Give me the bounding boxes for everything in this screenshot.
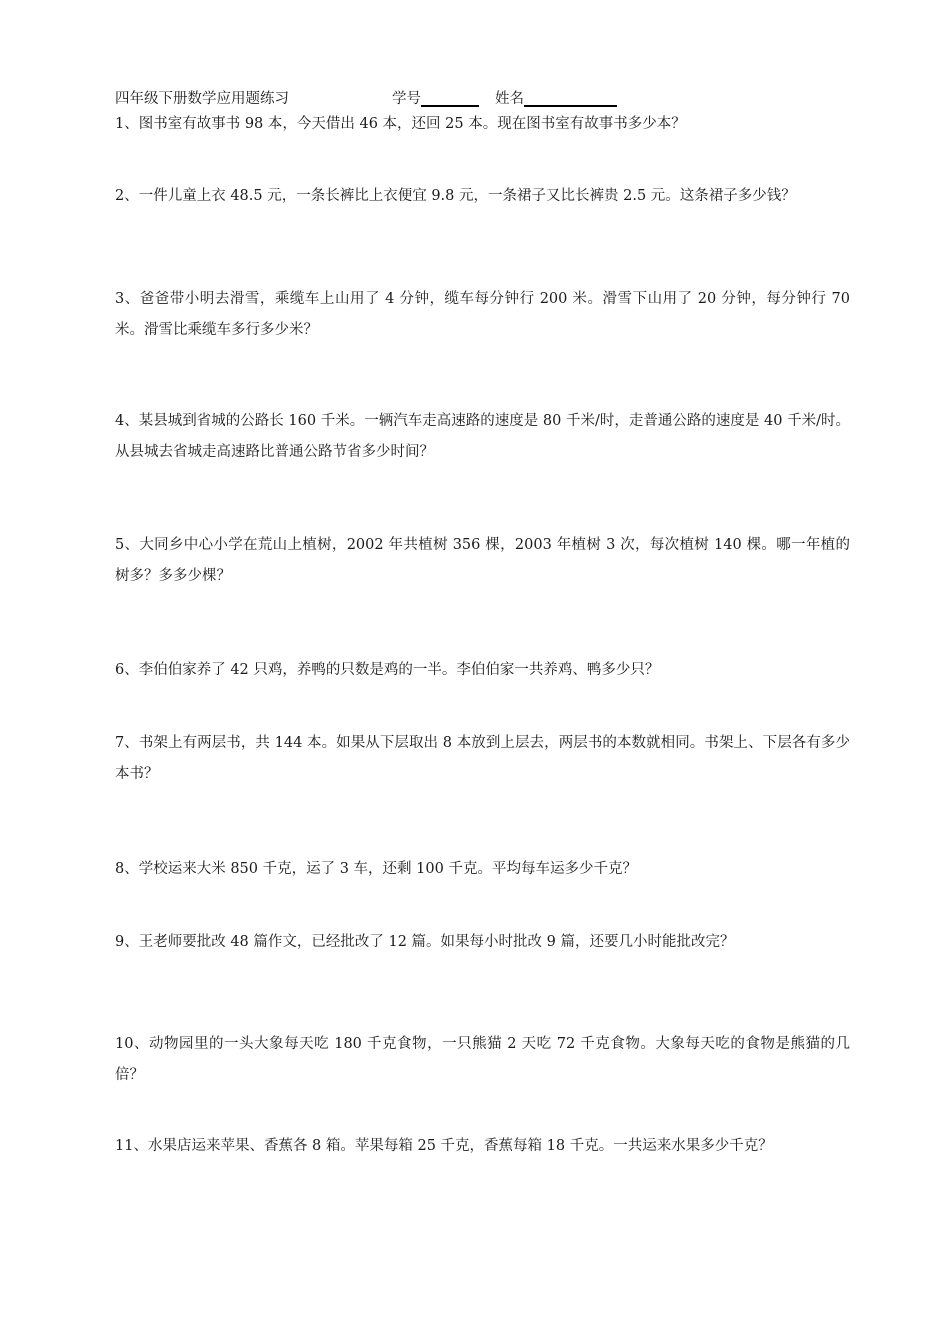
question-6: 6、李伯伯家养了 42 只鸡，养鸭的只数是鸡的一半。李伯伯家一共养鸡、鸭多少只？ bbox=[115, 662, 660, 678]
question-7: 7、书架上有两层书，共 144 本。如果从下层取出 8 本放到上层去，两层书的本数就相同。书架上、下层各有多少本书？ bbox=[115, 735, 850, 782]
question-3: 3、爸爸带小明去滑雪，乘缆车上山用了 4 分钟，缆车每分钟行 200 米。滑雪下山用了 20 分钟，每分钟行 70 米。滑雪比乘缆车多行多少米？ bbox=[115, 291, 850, 338]
question-2: 2、一件儿童上衣 48.5 元，一条长裤比上衣便宜 9.8 元，一条裙子又比长裤贵 2.5 元。这条裙子多少钱？ bbox=[115, 188, 796, 204]
question-9: 9、王老师要批改 48 篇作文，已经批改了 12 篇。如果每小时批改 9 篇，还要几小时能批改完？ bbox=[115, 934, 735, 950]
student-name-blank bbox=[524, 87, 617, 107]
question-1: 1、图书室有故事书 98 本，今天借出 46 本，还回 25 本。现在图书室有故事书多少本？ bbox=[115, 116, 686, 132]
student-id-label: 学号 bbox=[392, 91, 421, 107]
question-5: 5、大同乡中心小学在荒山上植树，2002 年共植树 356 棵，2003 年植树 3 次，每次植树 140 棵。哪一年植的树多？多多少棵？ bbox=[115, 537, 850, 584]
student-id-blank bbox=[421, 87, 479, 107]
worksheet-title: 四年级下册数学应用题练习 bbox=[115, 91, 289, 107]
question-8: 8、学校运来大米 850 千克，运了 3 车，还剩 100 千克。平均每车运多少千克？ bbox=[115, 861, 637, 877]
question-10: 10、动物园里的一头大象每天吃 180 千克食物，一只熊猫 2 天吃 72 千克食物。大象每天吃的食物是熊猫的几倍？ bbox=[115, 1036, 850, 1083]
question-11: 11、水果店运来苹果、香蕉各 8 箱。苹果每箱 25 千克，香蕉每箱 18 千克。一共运来水果多少千克？ bbox=[115, 1138, 773, 1154]
question-4: 4、某县城到省城的公路长 160 千米。一辆汽车走高速路的速度是 80 千米/时，走普通公路的速度是 40 千米/时。从县城去省城走高速路比普通公路节省多少时间？ bbox=[115, 413, 850, 460]
student-name-label: 姓名 bbox=[495, 91, 524, 107]
worksheet-header bbox=[115, 87, 617, 110]
